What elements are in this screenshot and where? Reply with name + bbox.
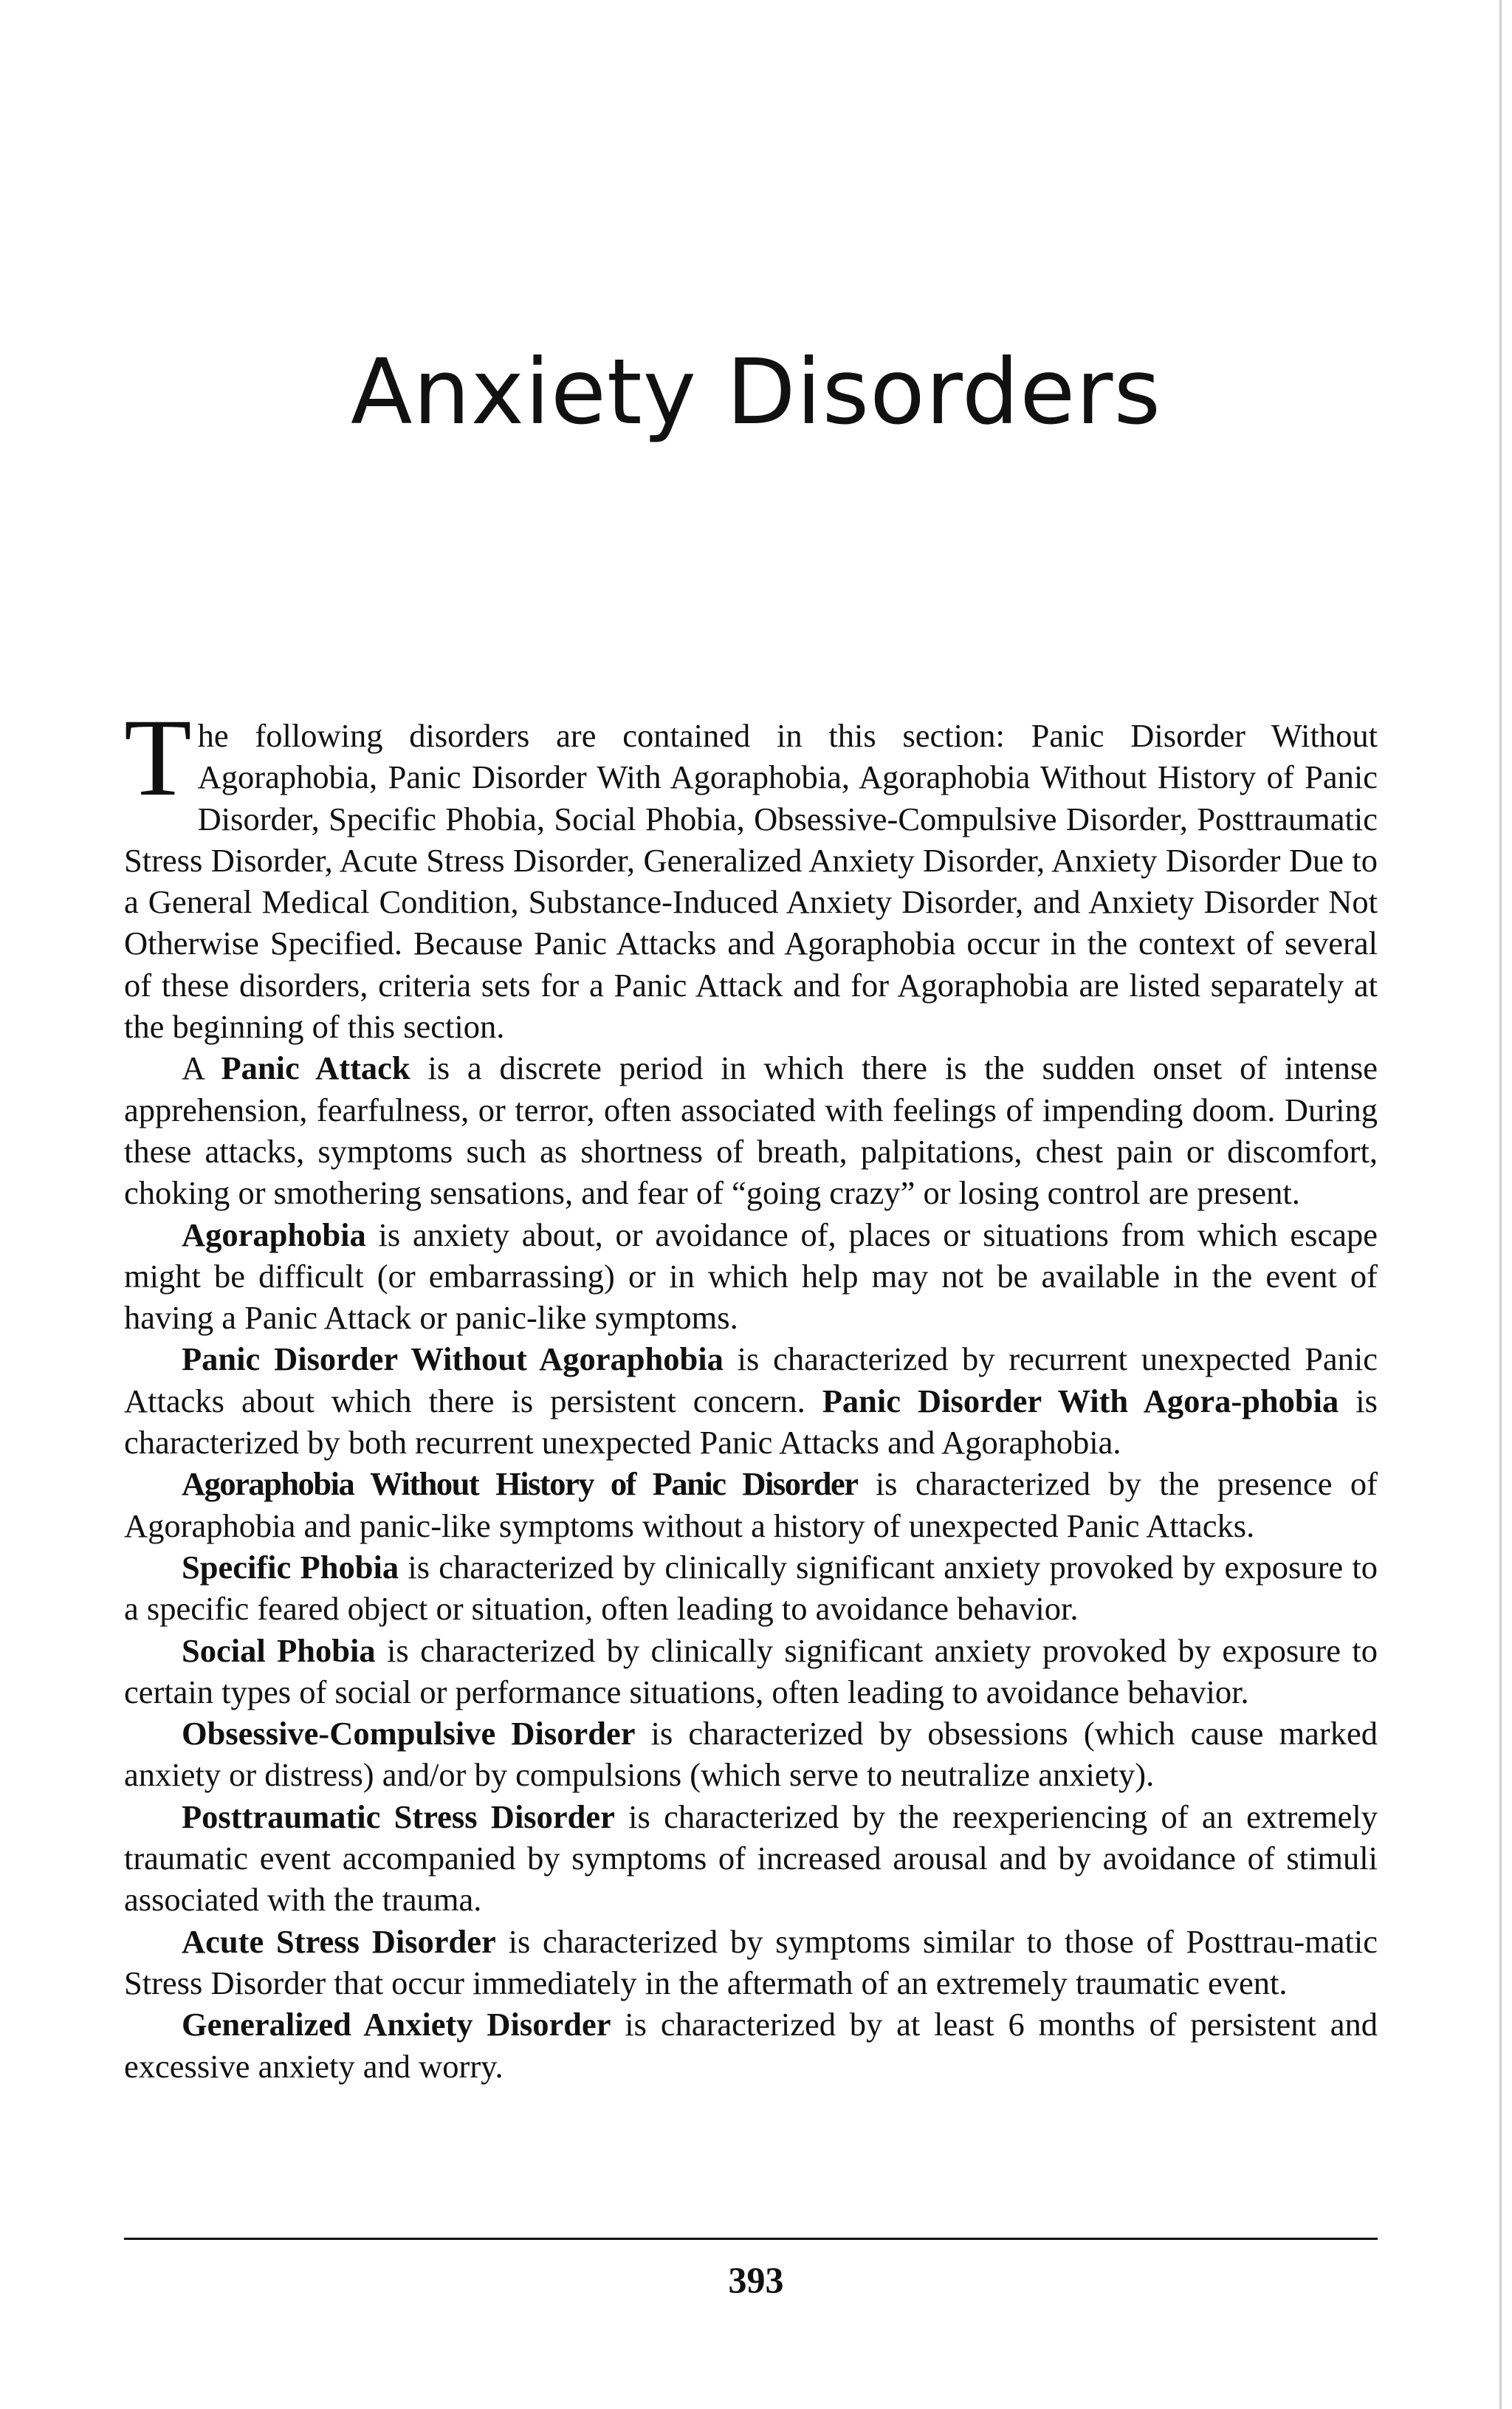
page-number: 393 (728, 2259, 784, 2300)
paragraph-agoraphobia (124, 1214, 1378, 1339)
definition-gad: is characterized by at least 6 months of persistent and excessive anxiety and worry. (124, 2006, 1378, 2085)
term-ocd: Obsessive-Compulsive Disorder (182, 1715, 636, 1752)
intro-text: he following disorders are contained in this section: Panic Disorder Without Agoraphobia, Panic Disorder With Agoraphobia, Agoraphobia Without History of Panic Disorder, Specific Phobia, Social Phobia, Obsessive-Compulsive Disorder, Posttraumatic Stress Disorder, Acute Stress Disorder, Generalized Anxiety Disorder, Anxiety Disorder Due to a General Medical Condition, Substance-Induced Anxiety Disorder, and Anxiety Disorder Not Otherwise Specified. Because Panic Attacks and Agoraphobia occur in the context of several of these disorders, criteria sets for a Panic Attack and for Agoraphobia are listed separately at the beginning of this section. (124, 717, 1378, 1046)
definition-ptsd: is characterized by the reexperiencing of an extremely traumatic event accompanied by symptoms of increased arousal and by avoidance of stimuli associated with the trauma. (124, 1798, 1378, 1919)
paragraph-social-phobia (124, 1630, 1378, 1713)
term-gad: Generalized Anxiety Disorder (182, 2006, 611, 2043)
paragraph-panic-attack (124, 1047, 1378, 1213)
paragraph-ptsd (124, 1796, 1378, 1921)
intro-paragraph (124, 696, 1378, 1047)
paragraph-gad (124, 2004, 1378, 2087)
term-panic-disorder-with-agoraphobia: Panic Disorder With Agora-phobia (822, 1382, 1339, 1419)
paragraph-lead: A (182, 1049, 221, 1087)
paragraph-specific-phobia (124, 1546, 1378, 1630)
term-acute-stress: Acute Stress Disorder (182, 1922, 496, 1960)
definition-panic-disorder-without-agoraphobia: is characterized by recurrent unexpected Panic Attacks about which there is persistent concern. (124, 1340, 1378, 1419)
term-specific-phobia: Specific Phobia (182, 1548, 399, 1586)
term-panic-disorder-without-agoraphobia: Panic Disorder Without Agoraphobia (182, 1340, 724, 1378)
term-panic-attack: Panic Attack (221, 1049, 410, 1087)
definition-ocd: is characterized by obsessions (which cause marked anxiety or distress) and/or by compulsions (which serve to neutralize anxiety). (124, 1715, 1378, 1794)
definition-acute-stress: is characterized by symptoms similar to those of Posttrau-matic Stress Disorder that occur immediately in the aftermath of an extremely traumatic event. (124, 1922, 1378, 2001)
drop-cap: T (124, 696, 192, 819)
term-social-phobia: Social Phobia (182, 1631, 376, 1669)
chapter-title: Anxiety Disorders (350, 340, 1162, 445)
footer-rule (124, 2238, 1378, 2240)
definition-specific-phobia: is characterized by clinically significant anxiety provoked by exposure to a specific feared object or situation, often leading to avoidance behavior. (124, 1548, 1378, 1628)
body-text (124, 696, 1378, 2087)
definition-panic-disorder-with-agoraphobia: is characterized by both recurrent unexpected Panic Attacks and Agoraphobia. (124, 1382, 1378, 1461)
definition-agoraphobia: is anxiety about, or avoidance of, places or situations from which escape might be difficult (or embarrassing) or in which help may not be available in the event of having a Panic Attack or panic-like symptoms. (124, 1216, 1378, 1337)
definition-social-phobia: is characterized by clinically significant anxiety provoked by exposure to certain types of social or performance situations, often leading to avoidance behavior. (124, 1631, 1378, 1710)
definition-agoraphobia-without-history: is characterized by the presence of Agoraphobia and panic-like symptoms without a history of unexpected Panic Attacks. (124, 1465, 1378, 1544)
paragraph-agoraphobia-without-history (124, 1463, 1378, 1546)
paragraph-panic-disorder (124, 1338, 1378, 1463)
term-ptsd: Posttraumatic Stress Disorder (182, 1798, 615, 1835)
term-agoraphobia-without-history: Agoraphobia Without History of Panic Disorder (182, 1465, 858, 1503)
paragraph-ocd (124, 1713, 1378, 1796)
term-agoraphobia: Agoraphobia (182, 1216, 366, 1253)
paragraph-acute-stress (124, 1921, 1378, 2004)
definition-panic-attack: is a discrete period in which there is the sudden onset of intense apprehension, fearfulness, or terror, often associated with feelings of impending doom. During these attacks, symptoms such as shortness of breath, palpitations, chest pain or discomfort, choking or smothering sensations, and fear of “going crazy” or losing control are present. (124, 1049, 1378, 1212)
